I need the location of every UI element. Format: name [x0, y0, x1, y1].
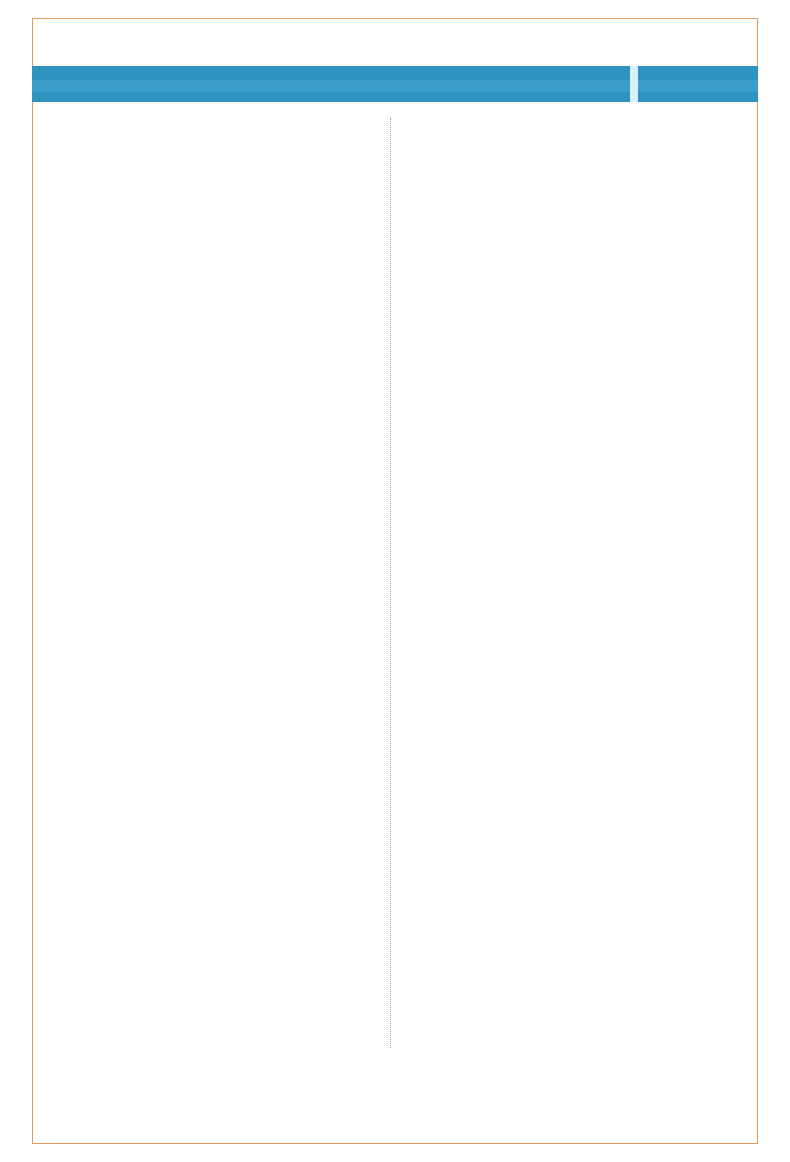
- banner-strip: [32, 80, 758, 92]
- page-frame: [32, 18, 758, 1144]
- header-banner: [32, 66, 758, 102]
- banner-accent: [630, 66, 638, 102]
- column-divider: [390, 118, 391, 1048]
